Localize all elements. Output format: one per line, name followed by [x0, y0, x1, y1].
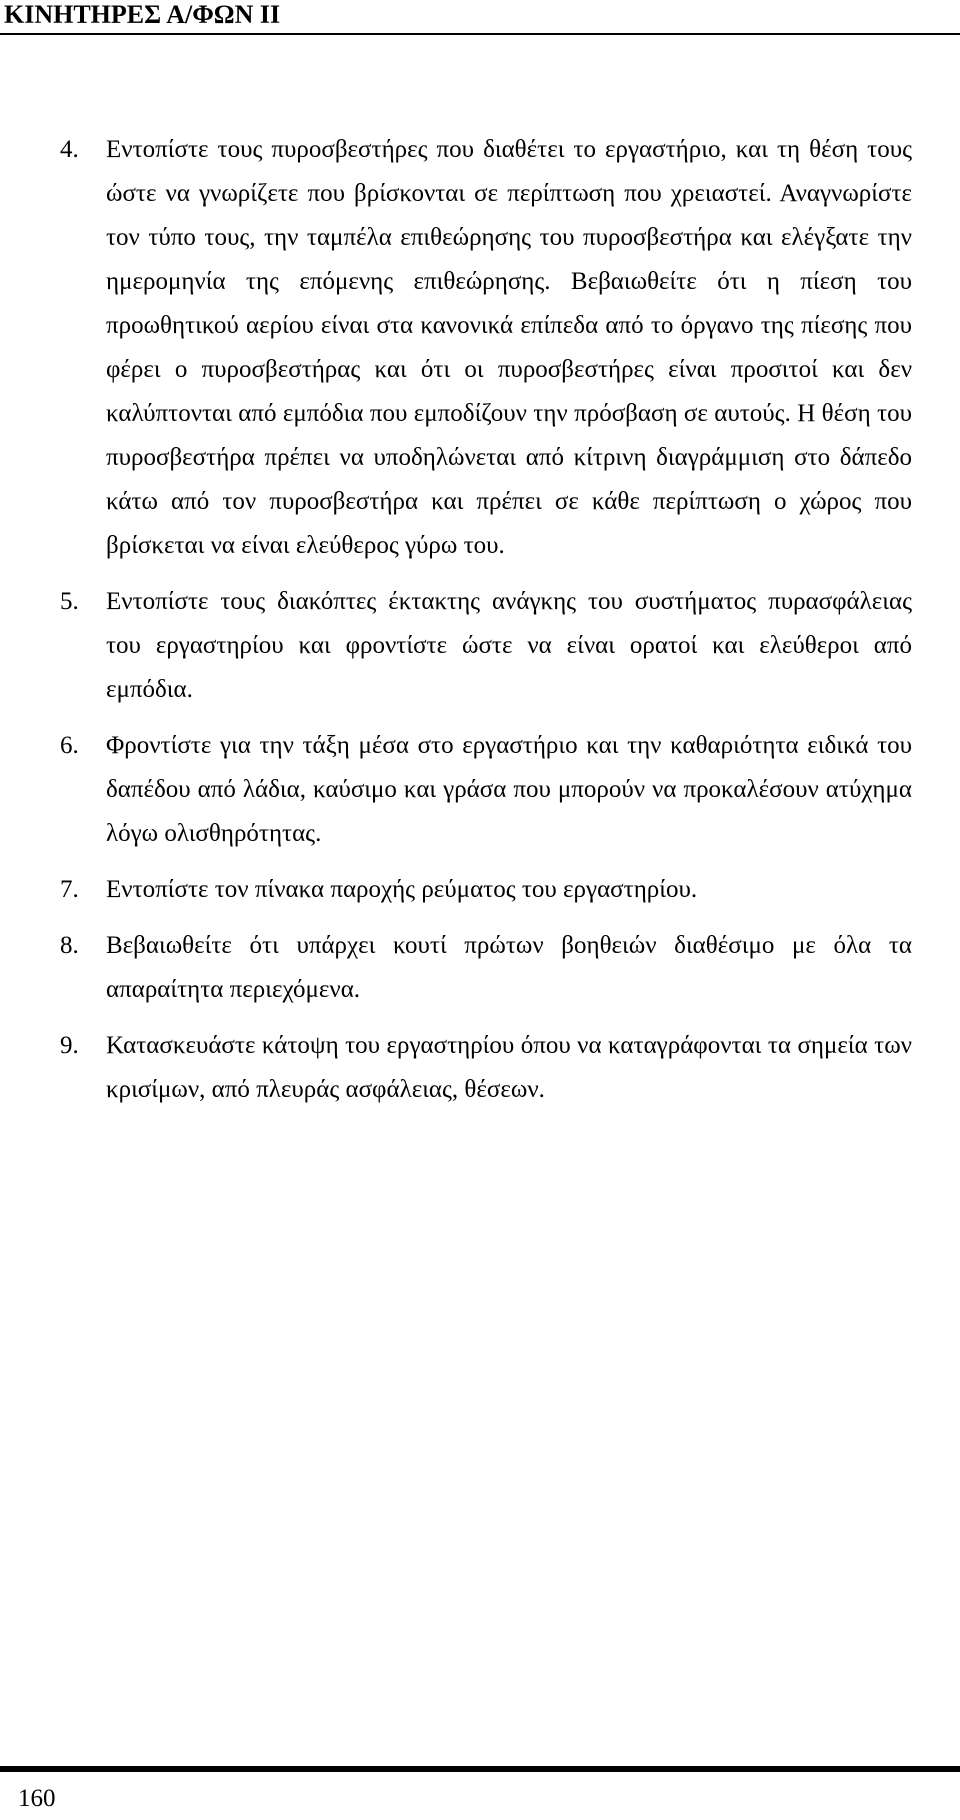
- list-item-text: Κατασκευάστε κάτοψη του εργαστηρίου όπου να καταγράφονται τα σημεία των κρισίμων, από πλευράς ασφάλειας, θέσεων.: [106, 1032, 912, 1103]
- list-item-7: [60, 868, 912, 912]
- list-item-4: [60, 128, 912, 568]
- list-item-9: [60, 1024, 912, 1112]
- running-footer: [0, 1760, 960, 1820]
- running-header: [0, 0, 960, 40]
- list-item-8: [60, 924, 912, 1012]
- list-item-text: Εντοπίστε τους διακόπτες έκτακτης ανάγκης του συστήματος πυρασφάλειας του εργαστηρίου και φροντίστε ώστε να είναι ορατοί και ελεύθεροι από εμπόδια.: [106, 588, 912, 703]
- numbered-list: [60, 128, 912, 1112]
- list-item-number: 5.: [60, 588, 79, 615]
- page-number: 160: [18, 1785, 56, 1812]
- list-item-text: Εντοπίστε τους πυροσβεστήρες που διαθέτει το εργαστήριο, και τη θέση τους ώστε να γνωρίζετε που βρίσκονται σε περίπτωση που χρειαστεί. Αναγνωρίστε τον τύπο τους, την ταμπέλα επιθεώρησης του πυροσβεστήρα και ελέγξατε την ημερομηνία της επόμενης επιθεώρησης. Βεβαιωθείτε ότι η πίεση του προωθητικού αερίου είναι στα κανονικά επίπεδα από το όργανο της πίεσης που φέρει ο πυροσβεστήρας και ότι οι πυροσβεστήρες είναι προσιτοί και δεν καλύπτονται από εμπόδια που εμποδίζουν την πρόσβαση σε αυτούς. Η θέση του πυροσβεστήρα πρέπει να υποδηλώνεται από κίτρινη διαγράμμιση στο δάπεδο κάτω από τον πυροσβεστήρα και πρέπει σε κάθε περίπτωση ο χώρος που βρίσκεται να είναι ελεύθερος γύρω του.: [106, 136, 912, 559]
- list-item-number: 4.: [60, 136, 79, 163]
- list-item-number: 7.: [60, 876, 79, 903]
- list-item-number: 9.: [60, 1032, 79, 1059]
- list-item-number: 6.: [60, 732, 79, 759]
- list-item-6: [60, 724, 912, 856]
- footer-rule: [0, 1766, 960, 1772]
- running-header-title: ΚΙΝΗΤΗΡΕΣ Α/ΦΩΝ ΙΙ: [4, 0, 281, 29]
- list-item-text: Εντοπίστε τον πίνακα παροχής ρεύματος του εργαστηρίου.: [106, 876, 698, 903]
- header-rule: [0, 33, 960, 35]
- list-item-5: [60, 580, 912, 712]
- list-item-number: 8.: [60, 932, 79, 959]
- list-item-text: Φροντίστε για την τάξη μέσα στο εργαστήριο και την καθαριότητα ειδικά του δαπέδου από λάδια, καύσιμο και γράσα που μπορούν να προκαλέσουν ατύχημα λόγω ολισθηρότητας.: [106, 732, 912, 847]
- list-item-text: Βεβαιωθείτε ότι υπάρχει κουτί πρώτων βοηθειών διαθέσιμο με όλα τα απαραίτητα περιεχόμενα.: [106, 932, 912, 1003]
